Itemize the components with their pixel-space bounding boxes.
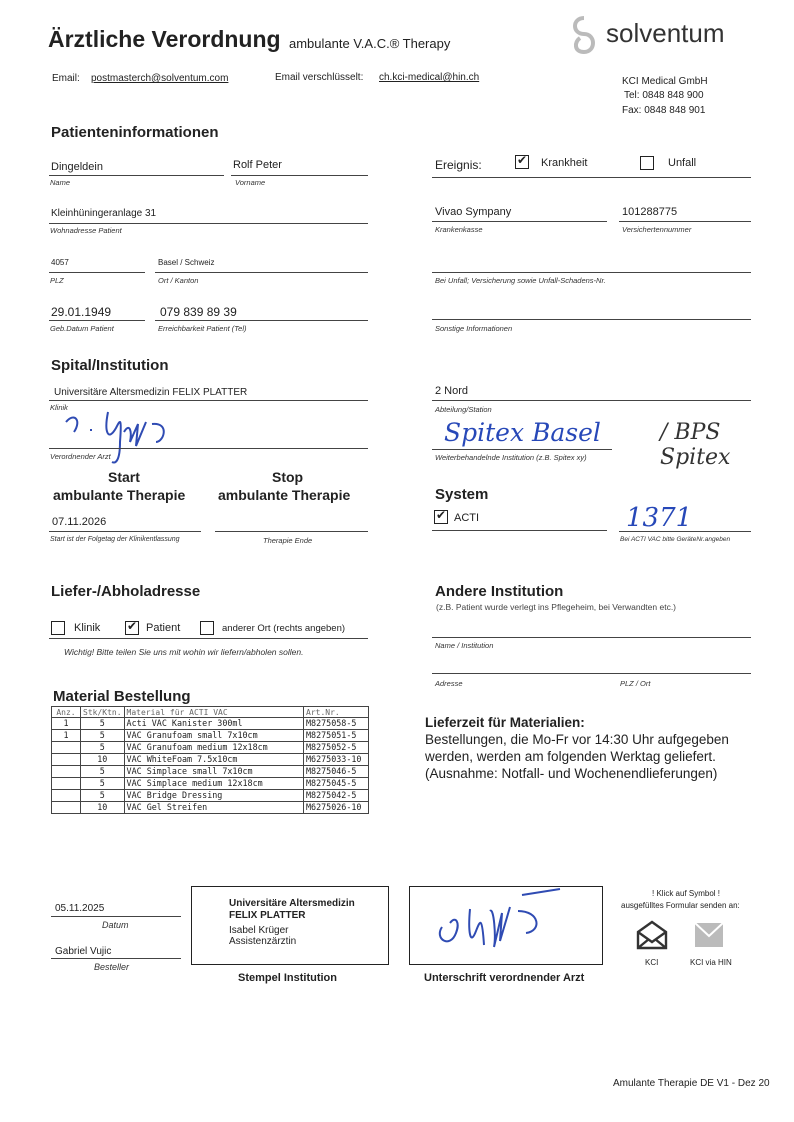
patient-dob[interactable]: 29.01.1949 <box>51 305 112 319</box>
kci-mail-button[interactable] <box>636 918 668 952</box>
unfall-versicherung-label: Bei Unfall; Versicherung sowie Unfall-Schadens-Nr. <box>435 276 606 285</box>
stamp-line-3: Isabel Krüger <box>229 925 289 936</box>
lieferzeit-line-2: werden, werden am folgenden Werktag geliefert. <box>425 749 716 764</box>
material-name-cell: VAC Simplace medium 12x18cm <box>124 778 303 790</box>
lieferung-anderer-label: anderer Ort (rechts angeben) <box>222 623 346 634</box>
andere-name-label: Name / Institution <box>435 641 494 650</box>
material-qty-cell[interactable]: 1 <box>52 730 81 742</box>
material-artnr-cell: M6275026-10 <box>304 802 369 814</box>
stempel-box <box>191 886 389 965</box>
material-row <box>52 742 369 754</box>
unfall-label: Unfall <box>668 157 697 169</box>
checkmark-icon: ✔ <box>517 153 528 167</box>
klinik-label: Klinik <box>50 403 68 412</box>
material-artnr-cell: M8275052-5 <box>304 742 369 754</box>
plz-label: PLZ <box>50 276 64 285</box>
material-row <box>52 802 369 814</box>
geraetnummer-label: Bei ACTI VAC bitte GeräteNr.angeben <box>620 536 731 543</box>
checkbox-unfall[interactable] <box>640 156 654 170</box>
checkmark-icon: ✔ <box>127 619 138 633</box>
material-pack-cell: 5 <box>81 742 125 754</box>
address-label: Wohnadresse Patient <box>50 226 122 235</box>
ort-label: Ort / Kanton <box>158 276 199 285</box>
checkbox-krankheit[interactable] <box>515 155 529 169</box>
stop-heading: Stop <box>272 469 304 485</box>
material-header-cell: Stk/Ktn. <box>81 707 125 718</box>
abteilung-label: Abteilung/Station <box>435 405 492 414</box>
versichertennummer[interactable]: 101288775 <box>622 206 678 218</box>
vorname-label: Vorname <box>235 178 266 187</box>
patient-plz[interactable]: 4057 <box>51 258 69 267</box>
material-table <box>51 706 369 814</box>
kci-label: KCI <box>645 958 659 967</box>
ende-label: Therapie Ende <box>263 536 313 545</box>
liefer-hinweis: Wichtig! Bitte teilen Sie uns mit wohin wir liefern/abholen sollen. <box>64 647 304 657</box>
unterschrift-label: Unterschrift verordnender Arzt <box>424 972 585 984</box>
material-pack-cell: 10 <box>81 802 125 814</box>
patient-vorname[interactable]: Rolf Peter <box>233 159 282 171</box>
material-name-cell: VAC Simplace small 7x10cm <box>124 766 303 778</box>
lieferung-klinik-label: Klinik <box>74 622 101 634</box>
weiterbehandelnde-label: Weiterbehandelnde Institution (z.B. Spitex xy) <box>435 453 587 462</box>
patient-phone[interactable]: 079 839 89 39 <box>160 305 237 319</box>
material-row <box>52 766 369 778</box>
start-heading-2: ambulante Therapie <box>53 487 186 503</box>
datum-value[interactable]: 05.11.2025 <box>55 903 105 914</box>
checkbox-lieferung-patient[interactable] <box>125 621 139 635</box>
material-qty-cell[interactable] <box>52 766 81 778</box>
sonstige-label: Sonstige Informationen <box>435 324 513 333</box>
therapie-start[interactable]: 07.11.2026 <box>52 516 107 528</box>
checkbox-lieferung-anderer[interactable] <box>200 621 214 635</box>
system-heading: System <box>435 486 489 503</box>
solventum-logo-icon <box>566 14 606 60</box>
lieferzeit-heading: Lieferzeit für Materialien: <box>425 715 585 730</box>
company-tel: Tel: 0848 848 900 <box>624 90 704 101</box>
krankenkasse-label: Krankenkasse <box>435 225 483 234</box>
ereignis-label: Ereignis: <box>435 158 482 172</box>
material-pack-cell: 10 <box>81 754 125 766</box>
material-artnr-cell: M8275058-5 <box>304 718 369 730</box>
klick-hinweis-2: ausgefülltes Formular senden an: <box>621 901 740 910</box>
email-link[interactable]: postmasterch@solventum.com <box>91 73 229 84</box>
material-pack-cell: 5 <box>81 718 125 730</box>
email-label: Email: <box>52 73 80 84</box>
company-fax: Fax: 0848 848 901 <box>622 105 706 116</box>
klick-hinweis: ! Klick auf Symbol ! <box>652 889 721 898</box>
andere-heading: Andere Institution <box>435 583 564 600</box>
form-title: Ärztliche Verordnung <box>48 26 281 52</box>
checkmark-icon: ✔ <box>436 508 447 522</box>
andere-adresse-label: Adresse <box>435 679 463 688</box>
email-enc-link[interactable]: ch.kci-medical@hin.ch <box>379 72 480 83</box>
patient-ort[interactable]: Basel / Schweiz <box>158 258 215 267</box>
form-subtitle: ambulante V.A.C.® Therapy <box>289 36 451 51</box>
material-qty-cell[interactable] <box>52 778 81 790</box>
material-row <box>52 778 369 790</box>
lieferung-patient-label: Patient <box>146 622 181 634</box>
weiterbehandelnde-hand-2[interactable]: / BPS Spitex <box>660 420 731 470</box>
patient-address[interactable]: Kleinhüningeranlage 31 <box>51 208 157 219</box>
versichertennummer-label: Versichertennummer <box>622 225 692 234</box>
stamp-line-4: Assistenzärztin <box>229 936 297 947</box>
patient-name[interactable]: Dingeldein <box>51 161 103 173</box>
doctor-signature-2 <box>410 887 600 963</box>
name-label: Name <box>50 178 71 187</box>
material-name-cell: VAC Granufoam medium 12x18cm <box>124 742 303 754</box>
stempel-label: Stempel Institution <box>238 972 337 984</box>
besteller-value[interactable]: Gabriel Vujic <box>55 946 112 957</box>
material-header-cell: Art.Nr. <box>304 707 369 718</box>
material-name-cell: VAC WhiteFoam 7.5x10cm <box>124 754 303 766</box>
kci-hin-mail-button[interactable] <box>693 920 725 950</box>
geraetnummer-hand[interactable]: 1371 <box>626 503 693 533</box>
material-qty-cell[interactable] <box>52 742 81 754</box>
material-qty-cell[interactable]: 1 <box>52 718 81 730</box>
dob-label: Geb.Datum Patient <box>50 324 114 333</box>
checkbox-acti[interactable] <box>434 510 448 524</box>
material-name-cell: VAC Bridge Dressing <box>124 790 303 802</box>
andere-subtitle: (z.B. Patient wurde verlegt ins Pflegeheim, bei Verwandten etc.) <box>436 602 677 612</box>
arzt-label: Verordnender Arzt <box>50 452 111 461</box>
krankheit-label: Krankheit <box>541 157 588 169</box>
start-heading: Start <box>108 469 140 485</box>
patient-heading: Patienteninformationen <box>51 124 219 141</box>
weiterbehandelnde-hand[interactable]: Spitex Basel <box>444 418 601 447</box>
besteller-label: Besteller <box>94 962 130 972</box>
material-qty-cell[interactable] <box>52 754 81 766</box>
version-label: Amulante Therapie DE V1 - Dez 20 <box>613 1078 770 1089</box>
material-row <box>52 718 369 730</box>
klinik-value[interactable]: Universitäre Altersmedizin FELIX PLATTER <box>54 387 248 398</box>
material-header-cell: Material für ACTI VAC <box>124 707 303 718</box>
acti-label: ACTI <box>454 512 480 524</box>
brand-name: solventum <box>606 18 725 48</box>
stop-heading-2: ambulante Therapie <box>218 487 351 503</box>
andere-plz-label: PLZ / Ort <box>620 679 651 688</box>
start-label: Start ist der Folgetag der Klinikentlassung <box>50 536 180 543</box>
checkbox-lieferung-klinik[interactable] <box>51 621 65 635</box>
material-heading: Material Bestellung <box>53 688 191 705</box>
datum-label: Datum <box>102 920 129 930</box>
spital-heading: Spital/Institution <box>51 357 169 374</box>
material-pack-cell: 5 <box>81 778 125 790</box>
material-pack-cell: 5 <box>81 766 125 778</box>
envelope-icon <box>636 918 668 950</box>
solventum-logo <box>566 14 746 62</box>
lieferzeit-line-1: Bestellungen, die Mo-Fr vor 14:30 Uhr aufgegeben <box>425 732 729 747</box>
material-name-cell: VAC Gel Streifen <box>124 802 303 814</box>
stamp-line-2: FELIX PLATTER <box>229 910 306 921</box>
liefer-heading: Liefer-/Abholadresse <box>51 583 201 600</box>
material-artnr-cell: M8275051-5 <box>304 730 369 742</box>
krankenkasse[interactable]: Vivao Sympany <box>435 206 512 218</box>
material-row <box>52 790 369 802</box>
material-name-cell: VAC Granufoam small 7x10cm <box>124 730 303 742</box>
material-header-cell: Anz. <box>52 707 81 718</box>
email-enc-label: Email verschlüsselt: <box>275 72 364 83</box>
material-pack-cell: 5 <box>81 790 125 802</box>
material-qty-cell[interactable] <box>52 790 81 802</box>
phone-label: Erreichbarkeit Patient (Tel) <box>158 324 247 333</box>
material-artnr-cell: M6275033-10 <box>304 754 369 766</box>
material-artnr-cell: M8275042-5 <box>304 790 369 802</box>
abteilung-value[interactable]: 2 Nord <box>435 385 469 397</box>
lieferzeit-line-3: (Ausnahme: Notfall- und Wochenendlieferungen) <box>425 766 718 781</box>
material-qty-cell[interactable] <box>52 802 81 814</box>
material-row <box>52 730 369 742</box>
kci-hin-label: KCI via HIN <box>690 958 732 967</box>
material-artnr-cell: M8275045-5 <box>304 778 369 790</box>
unterschrift-box[interactable] <box>409 886 603 965</box>
hin-mail-icon <box>693 920 725 950</box>
stamp-line-1: Universitäre Altersmedizin <box>229 898 355 909</box>
material-artnr-cell: M8275046-5 <box>304 766 369 778</box>
material-row <box>52 754 369 766</box>
material-name-cell: Acti VAC Kanister 300ml <box>124 718 303 730</box>
material-pack-cell: 5 <box>81 730 125 742</box>
company-name: KCI Medical GmbH <box>622 76 708 87</box>
